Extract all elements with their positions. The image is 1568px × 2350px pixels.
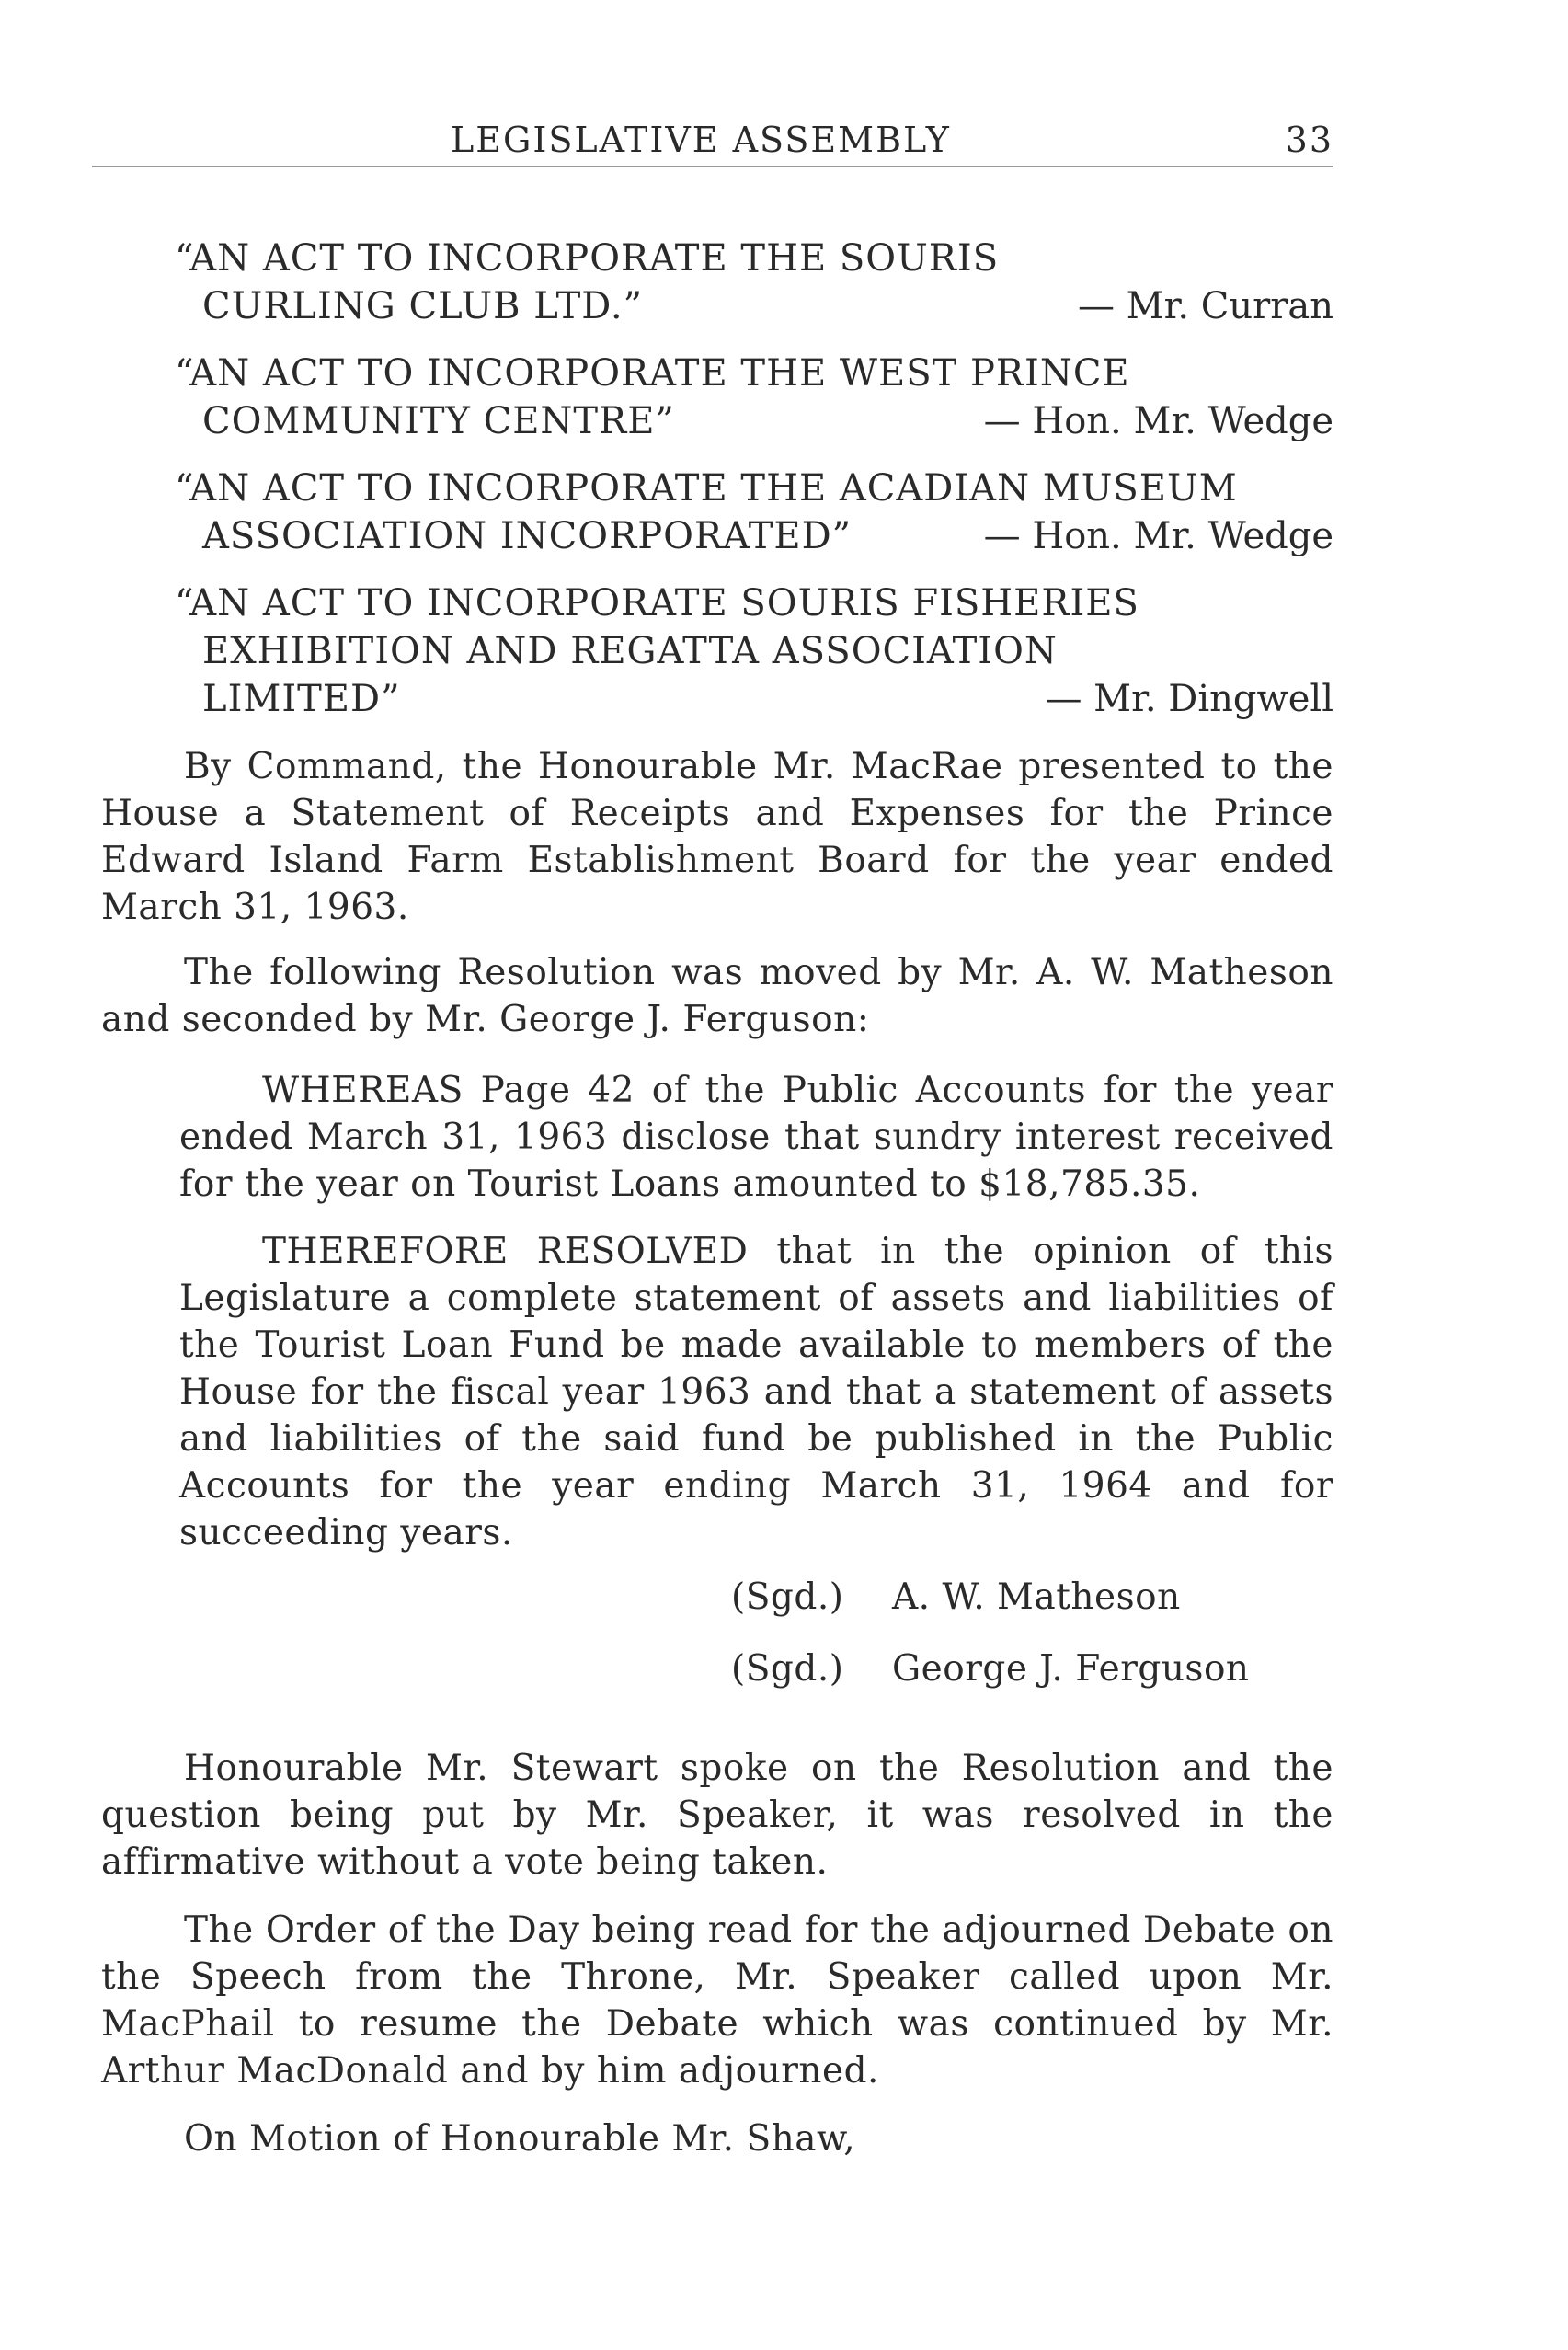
resolved-clause: THEREFORE RESOLVED that in the opinion of this Legislature a complete statement of assets and liabilities of the Tourist Loan Fund be made available to members of the House for the fiscal year 1963 and that a statement of assets and liabilities of the said fund be published in the Public Accounts for the year ending March 31, 1964 and for succeeding years. xyxy=(179,1231,1333,1553)
bill-sponsor: — Mr. Dingwell xyxy=(1045,678,1333,720)
page-number: 33 xyxy=(1285,120,1333,160)
bill-title-line: “AN ACT TO INCORPORATE SOURIS FISHERIES xyxy=(175,582,1139,625)
bill-title-line: CURLING CLUB LTD.” xyxy=(202,285,644,327)
order-of-day-paragraph: The Order of the Day being read for the adjourned Debate on the Speech from the Throne, Mr. Speaker called upon Mr. MacPhail to resume the Debate which was continued by Mr. Arthur MacDonald and by him adjourned. xyxy=(101,1909,1333,2092)
bill-title-line: “AN ACT TO INCORPORATE THE WEST PRINCE xyxy=(175,352,1130,395)
bill-title-line: ASSOCIATION INCORPORATED” xyxy=(202,515,853,557)
bill-title-line: COMMUNITY CENTRE” xyxy=(202,400,675,442)
bill-title-line: “AN ACT TO INCORPORATE THE SOURIS xyxy=(175,237,1000,280)
resolution-intro-paragraph: The following Resolution was moved by Mr. A. W. Matheson and seconded by Mr. George J. Ferguson: xyxy=(101,952,1333,1040)
signature-name: George J. Ferguson xyxy=(892,1648,1250,1690)
whereas-clause: WHEREAS Page 42 of the Public Accounts for the year ended March 31, 1963 disclose that sundry interest received for the year on Tourist Loans amounted to $18,785.35. xyxy=(179,1070,1333,1205)
bill-title-line: “AN ACT TO INCORPORATE THE ACADIAN MUSEUM xyxy=(175,467,1238,510)
signature-label: (Sgd.) xyxy=(731,1648,844,1690)
bill-entry xyxy=(175,350,1333,445)
bill-sponsor: — Hon. Mr. Wedge xyxy=(983,400,1333,442)
signature-label: (Sgd.) xyxy=(731,1576,844,1618)
bill-sponsor: — Hon. Mr. Wedge xyxy=(983,515,1333,557)
stewart-paragraph: Honourable Mr. Stewart spoke on the Resolution and the question being put by Mr. Speaker, it was resolved in the affirmative without a vote being taken. xyxy=(101,1748,1333,1883)
bill-title-line: EXHIBITION AND REGATTA ASSOCIATION xyxy=(202,630,1058,672)
command-paragraph: By Command, the Honourable Mr. MacRae presented to the House a Statement of Receipts and Expenses for the Prince Edward Island Farm Establishment Board for the year ended March 31, 1963. xyxy=(101,746,1333,928)
signature-name: A. W. Matheson xyxy=(892,1576,1181,1618)
running-head-title: LEGISLATIVE ASSEMBLY xyxy=(451,120,951,160)
bill-entry xyxy=(175,579,1333,723)
bill-title-line: LIMITED” xyxy=(202,678,401,720)
bill-entry xyxy=(175,235,1333,330)
bill-entry xyxy=(175,464,1333,560)
bill-sponsor: — Mr. Curran xyxy=(1077,285,1333,327)
running-head xyxy=(92,110,1333,167)
motion-paragraph: On Motion of Honourable Mr. Shaw, xyxy=(184,2118,856,2160)
